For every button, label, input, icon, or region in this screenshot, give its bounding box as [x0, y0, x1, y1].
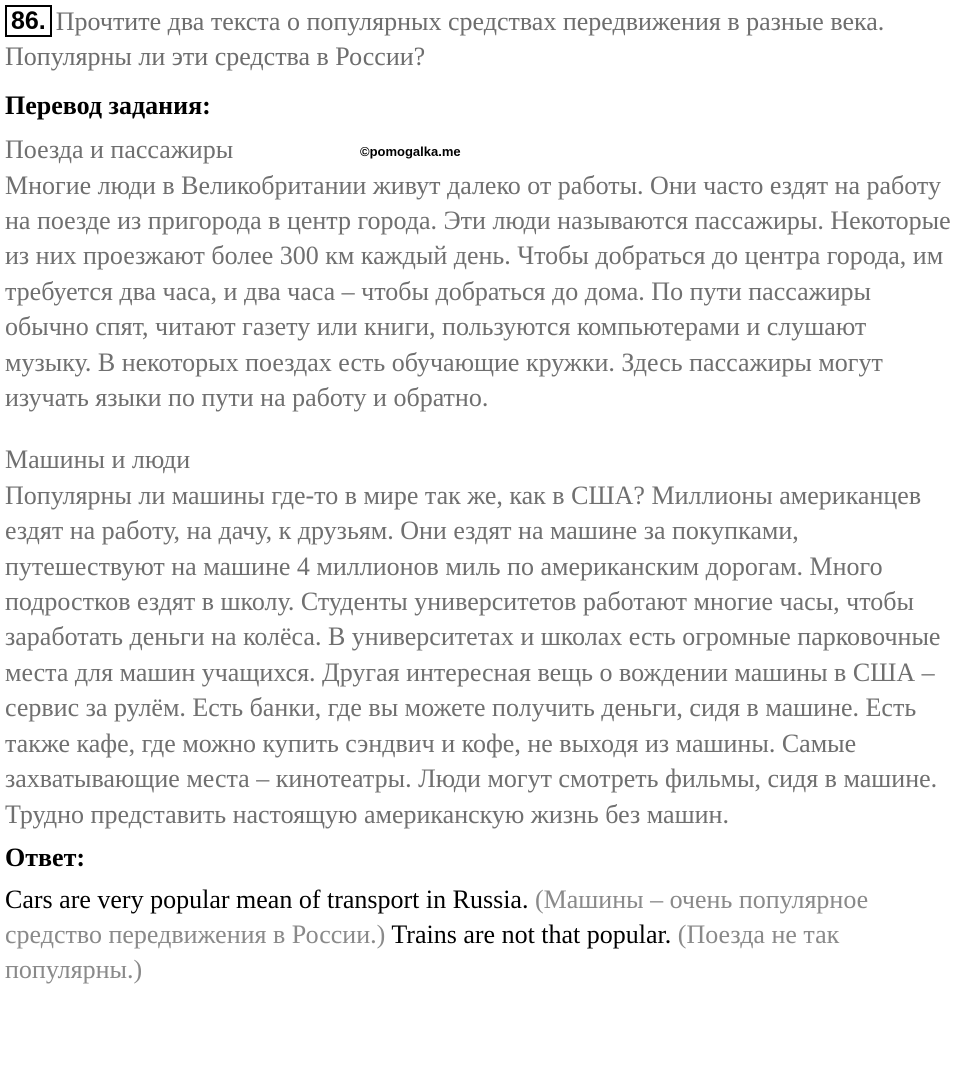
- text1-title: Поезда и пассажиры: [5, 135, 234, 164]
- answer-heading: Ответ:: [5, 842, 86, 872]
- task-text: Прочтите два текста о популярных средствах передвижения в разные века. Популярны ли эти средства в России?: [5, 7, 885, 71]
- watermark: ©pomogalka.me: [360, 144, 461, 159]
- text1-body: Многие люди в Великобритании живут далеко от работы. Они часто ездят на работу на поезде из пригорода в центр города. Эти люди называются пассажиры. Некоторые из них проезжают более 300 км каждый день. Чтобы добраться до центра города, им требуется два часа, и два часа – чтобы добраться до дома. По пути пассажиры обычно спят, читают газету или книги, пользуются компьютерами и слушают музыку. В некоторых поездах есть обучающие кружки. Здесь пассажиры могут изучать языки по пути на работу и обратно.: [5, 170, 951, 412]
- task-number: 86.: [5, 5, 52, 37]
- translation-heading: Перевод задания:: [5, 91, 211, 120]
- answer-ru-2: (Поезда не так популярны.): [5, 919, 840, 984]
- task-statement: [5, 4, 952, 74]
- answer-en-1: Cars are very popular mean of transport in Russia.: [5, 884, 529, 914]
- answer-ru-1: (Машины – очень популярное средство передвижения в России.): [5, 884, 869, 949]
- answer-en-2: Trains are not that popular.: [391, 919, 672, 949]
- text1-title-row: [5, 132, 952, 168]
- text2-title: Машины и люди: [5, 445, 191, 475]
- text2-body: Популярны ли машины где-то в мире так же, как в США? Миллионы американцев ездят на работу, на дачу, к друзьям. Они ездят на машине за покупками, путешествуют на машине 4 миллионов миль по американским дорогам. Много подростков ездят в школу. Студенты университетов работают многие часы, чтобы заработать деньги на колёса. В университетах и школах есть огромные парковочные места для машин учащихся. Другая интересная вещь о вождении машины в США – сервис за рулём. Есть банки, где вы можете получить деньги, сидя в машине. Есть также кафе, где можно купить сэндвич и кофе, не выходя из машины. Самые захватывающие места – кинотеатры. Люди могут смотреть фильмы, сидя в машине. Трудно представить настоящую американскую жизнь без машин.: [5, 480, 941, 829]
- answer-text: [5, 882, 952, 987]
